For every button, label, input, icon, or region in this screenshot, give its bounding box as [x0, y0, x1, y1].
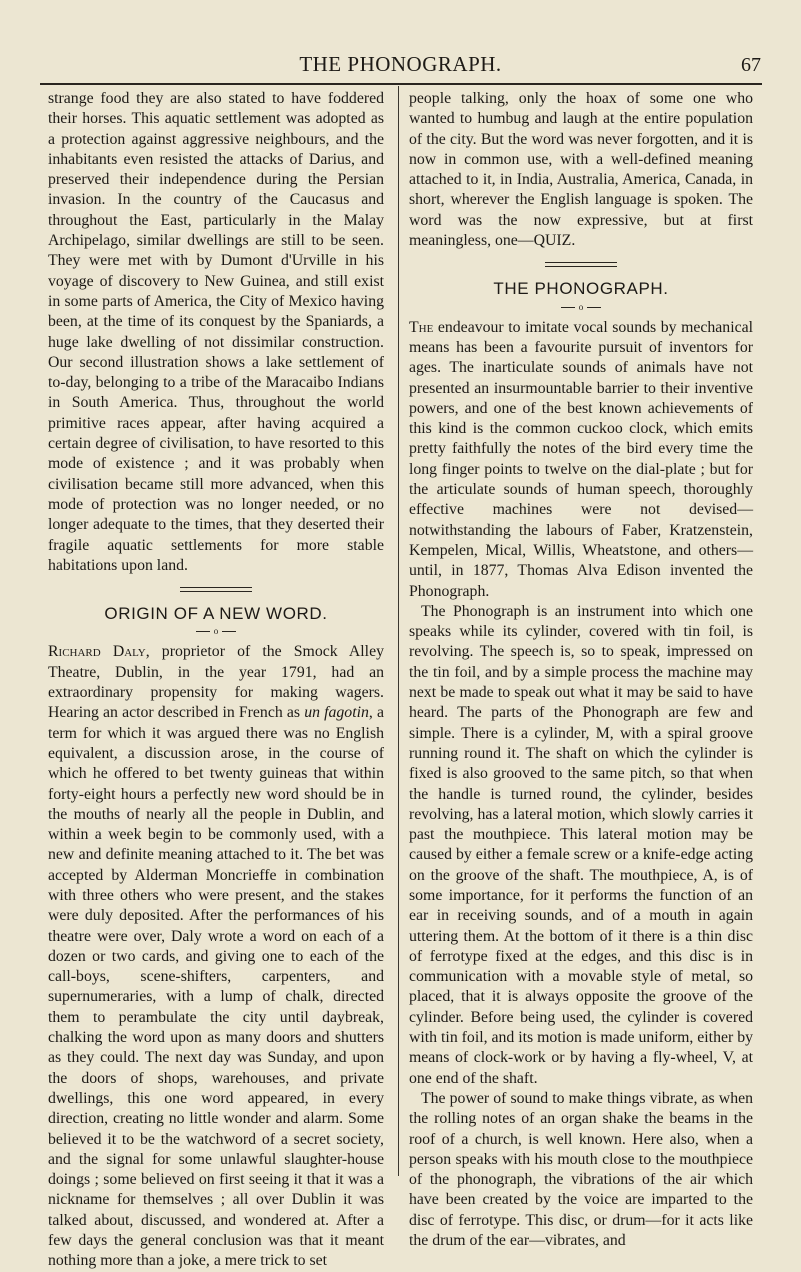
section-title-phonograph: THE PHONOGRAPH. [493, 279, 669, 299]
quiz-paragraph: people talking, only the hoax of some one who wanted to humbug and laugh at the entire population of the city. But the word was never forgotten, and it is now in common use, with a well-defined meaning attached to it, in India, Australia, America, Canada, in short, wherever the English language is spoken. The word was the now expressive, but at first meaningless, one—QUIZ. [409, 90, 753, 250]
section-separator [180, 587, 252, 592]
left-column [48, 89, 384, 1272]
column-divider [398, 86, 399, 1176]
running-head [40, 52, 761, 78]
italic-phrase: un fagotin [304, 704, 369, 722]
lake-dwellings-paragraph: strange food they are also stated to have foddered their horses. This aquatic settlement was adopted as a protection against aggressive neighbours, and the inhabitants even resisted the attacks of Darius, and preserved their independence during the Persian invasion. In the country of the Caucasus and throughout the East, particularly in the Malay Archipelago, similar dwellings are still to be seen. They were met with by Dumont d'Urville in his voyage of discovery to New Guinea, and still exist in some parts of America, the City of Mexico having been, at the time of its conquest by the Spaniards, a huge lake dwelling of not dissimilar construction. Our second illustration shows a lake settlement of to-day, belonging to a tribe of the Maracaibo Indians in South America. Thus, throughout the world primitive races appear, after having acquired a certain degree of civilisation, to have resorted to this mode of existence ; and it was probably when civilisation became still more advanced, when this mode of protection was no longer needed, or no longer adequate to the times, that they deserted their fragile aquatic settlements for more stable habitations upon land. [48, 90, 384, 574]
title-ornament: o [561, 302, 601, 312]
origin-text-b: , a term for which it was argued there was no English equivalent, a discussion arose, in the course of which he offered to bet twenty guineas that within forty-eight hours a perfectly new word should be in the mouths of nearly all the people in Dublin, and within a week begin to be commonly used, with a new and definite meaning attached to it. The bet was accepted by Alderman Moncrieffe in combination with three others who were present, and the stakes were duly deposited. After the performances of his theatre were over, Daly wrote a word on each of a dozen or two cards, and giving one to each of the call-boys, scene-shifters, carpenters, and supernumeraries, with a lump of chalk, directed them to perambulate the city until daybreak, chalking the word upon as many doors and shutters as they could. The next day was Sunday, and upon the doors of shops, warehouses, and private dwellings, this one word appeared, in every direction, creating no little wonder and alarm. Some believed it to be the watchword of a secret society, and the signal for some unlawful slaughter-house doings ; some believed on first seeing it that it was a nickname for themselves ; all over Dublin it was talked about, discussed, and wondered at. After a few days the general conclusion was that it meant nothing more than a joke, a mere trick to set [48, 704, 384, 1270]
origin-text-a: proprietor of the Smock Alley Theatre, Dublin, in the year 1791, had an extraordinary propensity for making wagers. Hearing an actor described in French as [48, 643, 384, 722]
lead-in-words: Richard Daly, [48, 643, 150, 661]
phonograph-description-paragraph: The Phonograph is an instrument into which one speaks while its cylinder, covered with tin foil, is revolving. The speech is, so to speak, impressed on the tin foil, and by a simple process the machine may next be made to speak out what it may be said to have heard. The parts of the Phonograph are few and simple. There is a cylinder, M, with a spiral groove running round it. The shaft on which the cylinder is fixed is also grooved to the same pitch, so that when the handle is turned round, the cylinder, besides revolving, has a lateral motion, which slowly carries it past the mouthpiece. This lateral motion may be caused by either a female screw or a knife-edge acting on the groove of the shaft. The mouthpiece, A, is of some importance, for it performs the function of an ear in receiving sounds, and of a mouth in again uttering them. At the bottom of it there is a thin disc of ferrotype fixed at the edges, and this disc is in communication with a movable style of metal, so placed, that it is always opposite the groove of the cylinder. Before being used, the cylinder is covered with tin foil, and its motion is made uniform, either by means of clock-work or by having a fly-wheel, V, at one end of the shaft. [409, 602, 753, 1087]
sound-vibration-paragraph: The power of sound to make things vibrate, as when the rolling notes of an organ shake the beams in the roof of a church, is well known. Here also, when a person speaks with his mouth close to the mouthpiece of the phonograph, the vibrations of the air which have been created by the voice are imparted to the disc of ferrotype. This disc, or drum—for it acts like the drum of the ear—vibrates, and [409, 1089, 753, 1250]
intro-text: endeavour to imitate vocal sounds by mechanical means has been a favourite pursuit of inventors for ages. The inarticulate sounds of animals have not presented an insurmountable barrier to their inventive powers, and one of the best known achievements of this kind is the common cuckoo clock, which emits pretty faithfully the notes of the bird every time the long finger points to twelve on the dial-plate ; but for the articulate sounds of human speech, thoroughly effective machines were not devised—notwithstanding the labours of Faber, Kratzenstein, Kempelen, Mical, Willis, Wheatstone, and others—until, in 1877, Thomas Alva Edison invented the Phonograph. [409, 318, 753, 600]
page-number: 67 [741, 54, 761, 76]
header-rule [40, 83, 762, 85]
origin-paragraph [48, 642, 384, 1271]
lead-in-word: The [409, 318, 434, 336]
phonograph-intro-paragraph [409, 318, 753, 602]
title-ornament: o [196, 626, 236, 636]
section-separator [545, 262, 617, 267]
section-title-origin: ORIGIN OF A NEW WORD. [104, 604, 328, 624]
running-title: THE PHONOGRAPH. [299, 52, 502, 76]
right-column [409, 89, 753, 1251]
